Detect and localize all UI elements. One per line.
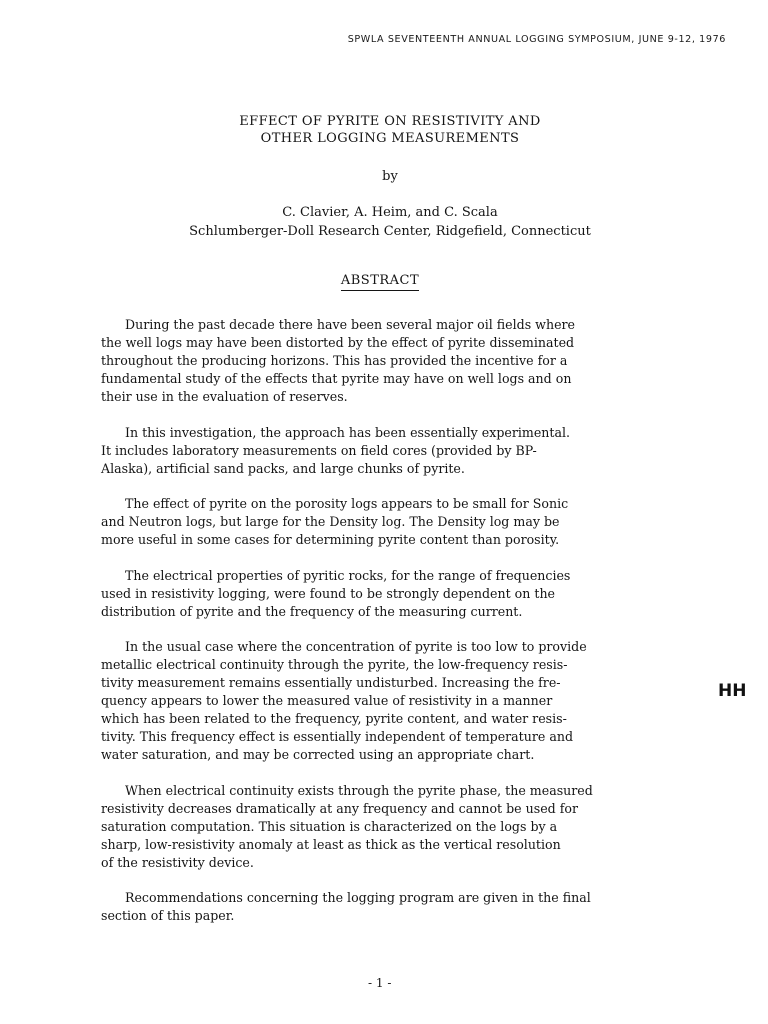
paragraph-line: more useful in some cases for determining pyrite content than porosity. [101, 532, 560, 547]
author-affiliation: Schlumberger-Doll Research Center, Ridgefield, Connecticut [189, 224, 591, 239]
paragraph-line: of the resistivity device. [101, 854, 254, 870]
paragraph-line: section of this paper. [101, 908, 235, 923]
abstract-paragraph-1 [101, 316, 681, 406]
paragraph-line: resistivity decreases dramatically at any frequency and cannot be used for [101, 800, 578, 816]
paragraph-line: Recommendations concerning the logging program are given in the final [125, 890, 591, 905]
paragraph-line: quency appears to lower the measured value of resistivity in a manner [101, 693, 553, 708]
page-number: - 1 - [368, 976, 392, 990]
paragraph-line: throughout the producing horizons. This has provided the incentive for a [101, 353, 568, 368]
margin-mark: HH [718, 681, 747, 701]
paper-title [0, 113, 768, 147]
paragraph-line: saturation computation. This situation is characterized on the logs by a [101, 818, 558, 834]
paragraph-line: In this investigation, the approach has been essentially experimental. [125, 424, 571, 440]
paragraph-line: It includes laboratory measurements on field cores (provided by BP- [101, 442, 537, 458]
paragraph-line: distribution of pyrite and the frequency of the measuring current. [101, 603, 523, 619]
abstract-paragraph-6 [101, 782, 681, 872]
title-line-2: OTHER LOGGING MEASUREMENTS [260, 131, 520, 146]
paragraph-line: which has been related to the frequency, pyrite content, and water resis- [101, 711, 567, 726]
paragraph-line: Alaska), artificial sand packs, and large chunks of pyrite. [101, 460, 465, 476]
paragraph-line: In the usual case where the concentration of pyrite is too low to provide [125, 639, 587, 654]
byline: by [382, 169, 398, 184]
abstract-paragraph-7 [101, 889, 681, 925]
paragraph-line: When electrical continuity exists through the pyrite phase, the measured [125, 782, 593, 798]
author-names: C. Clavier, A. Heim, and C. Scala [282, 205, 498, 220]
paragraph-line: used in resistivity logging, were found to be strongly dependent on the [101, 585, 556, 601]
paragraph-line: the well logs may have been distorted by the effect of pyrite disseminated [101, 335, 575, 350]
paragraph-line: tivity measurement remains essentially undisturbed. Increasing the fre- [101, 675, 561, 690]
paragraph-line: water saturation, and may be corrected using an appropriate chart. [101, 747, 535, 762]
abstract-paragraph-5 [101, 638, 681, 764]
author-block [0, 203, 768, 241]
paragraph-line: fundamental study of the effects that pyrite may have on well logs and on [101, 371, 572, 386]
paragraph-line: sharp, low-resistivity anomaly at least as thick as the vertical resolution [101, 836, 561, 852]
title-line-1: EFFECT OF PYRITE ON RESISTIVITY AND [239, 114, 541, 129]
abstract-heading [0, 273, 760, 288]
paragraph-line: During the past decade there have been several major oil fields where [125, 317, 575, 332]
abstract-paragraph-3 [101, 495, 681, 549]
paragraph-line: metallic electrical continuity through the pyrite, the low-frequency resis- [101, 657, 568, 672]
paragraph-line: their use in the evaluation of reserves. [101, 389, 348, 404]
abstract-paragraph-4 [101, 567, 681, 621]
paragraph-line: and Neutron logs, but large for the Density log. The Density log may be [101, 514, 560, 529]
abstract-paragraph-2 [101, 424, 681, 478]
paragraph-line: The effect of pyrite on the porosity logs appears to be small for Sonic [125, 496, 569, 511]
paragraph-line: The electrical properties of pyritic rocks, for the range of frequencies [125, 567, 571, 583]
paragraph-line: tivity. This frequency effect is essentially independent of temperature and [101, 729, 574, 744]
abstract-heading-text: ABSTRACT [341, 273, 419, 291]
running-header: SPWLA SEVENTEENTH ANNUAL LOGGING SYMPOSIUM, JUNE 9-12, 1976 [347, 34, 726, 45]
abstract-body [101, 316, 681, 943]
